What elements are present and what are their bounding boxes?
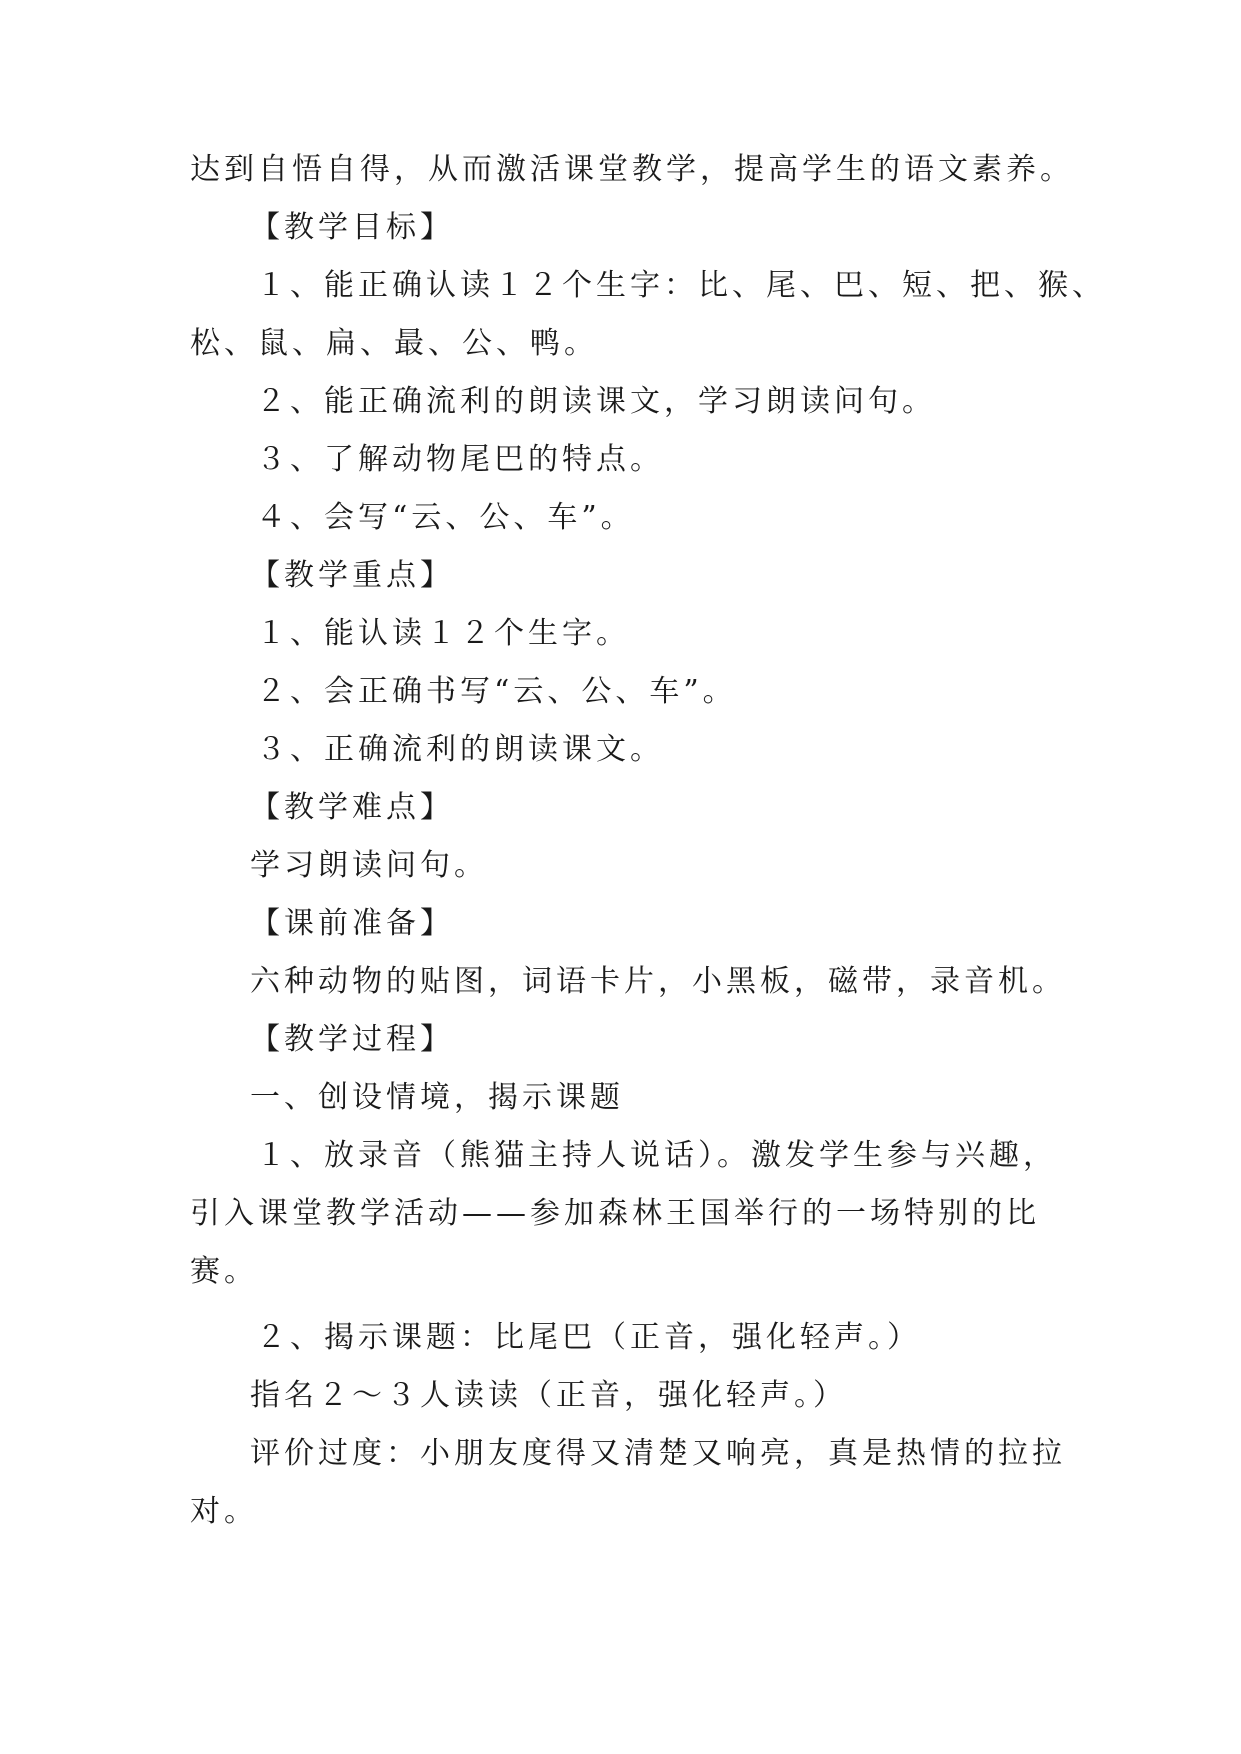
- text-line: ３、正确流利的朗读课文。: [256, 732, 664, 767]
- text-line: 学习朗读问句。: [250, 848, 488, 883]
- text-line: 达到自悟自得，从而激活课堂教学，提高学生的语文素养。: [190, 152, 1074, 187]
- section-heading: 【课前准备】: [250, 906, 454, 941]
- section-heading: 【教学过程】: [250, 1022, 454, 1057]
- text-line: 松、鼠、扁、最、公、鸭。: [190, 326, 598, 361]
- text-line: 赛。: [190, 1254, 258, 1289]
- text-line: １、能正确认读１２个生字：比、尾、巴、短、把、猴、: [256, 268, 1106, 303]
- text-line: ４、会写“云、公、车”。: [256, 500, 635, 535]
- text-line: 引入课堂教学活动——参加森林王国举行的一场特别的比: [190, 1196, 1040, 1231]
- text-line: ２、揭示课题：比尾巴（正音，强化轻声。）: [256, 1320, 921, 1355]
- text-line: ３、了解动物尾巴的特点。: [256, 442, 664, 477]
- text-line: 评价过度：小朋友度得又清楚又响亮，真是热情的拉拉: [250, 1436, 1066, 1471]
- text-line: 对。: [190, 1494, 258, 1529]
- section-heading: 【教学重点】: [250, 558, 454, 593]
- text-line: ２、会正确书写“云、公、车”。: [256, 674, 737, 709]
- text-line: １、能认读１２个生字。: [256, 616, 630, 651]
- text-line: １、放录音（熊猫主持人说话）。激发学生参与兴趣，: [256, 1138, 1057, 1173]
- section-heading: 【教学难点】: [250, 790, 454, 825]
- text-line: 指名２～３人读读（正音，强化轻声。）: [250, 1378, 847, 1413]
- text-line: ２、能正确流利的朗读课文，学习朗读问句。: [256, 384, 936, 419]
- text-line: 一、创设情境，揭示课题: [250, 1080, 624, 1115]
- section-heading: 【教学目标】: [250, 210, 454, 245]
- text-line: 六种动物的贴图，词语卡片，小黑板，磁带，录音机。: [250, 964, 1066, 999]
